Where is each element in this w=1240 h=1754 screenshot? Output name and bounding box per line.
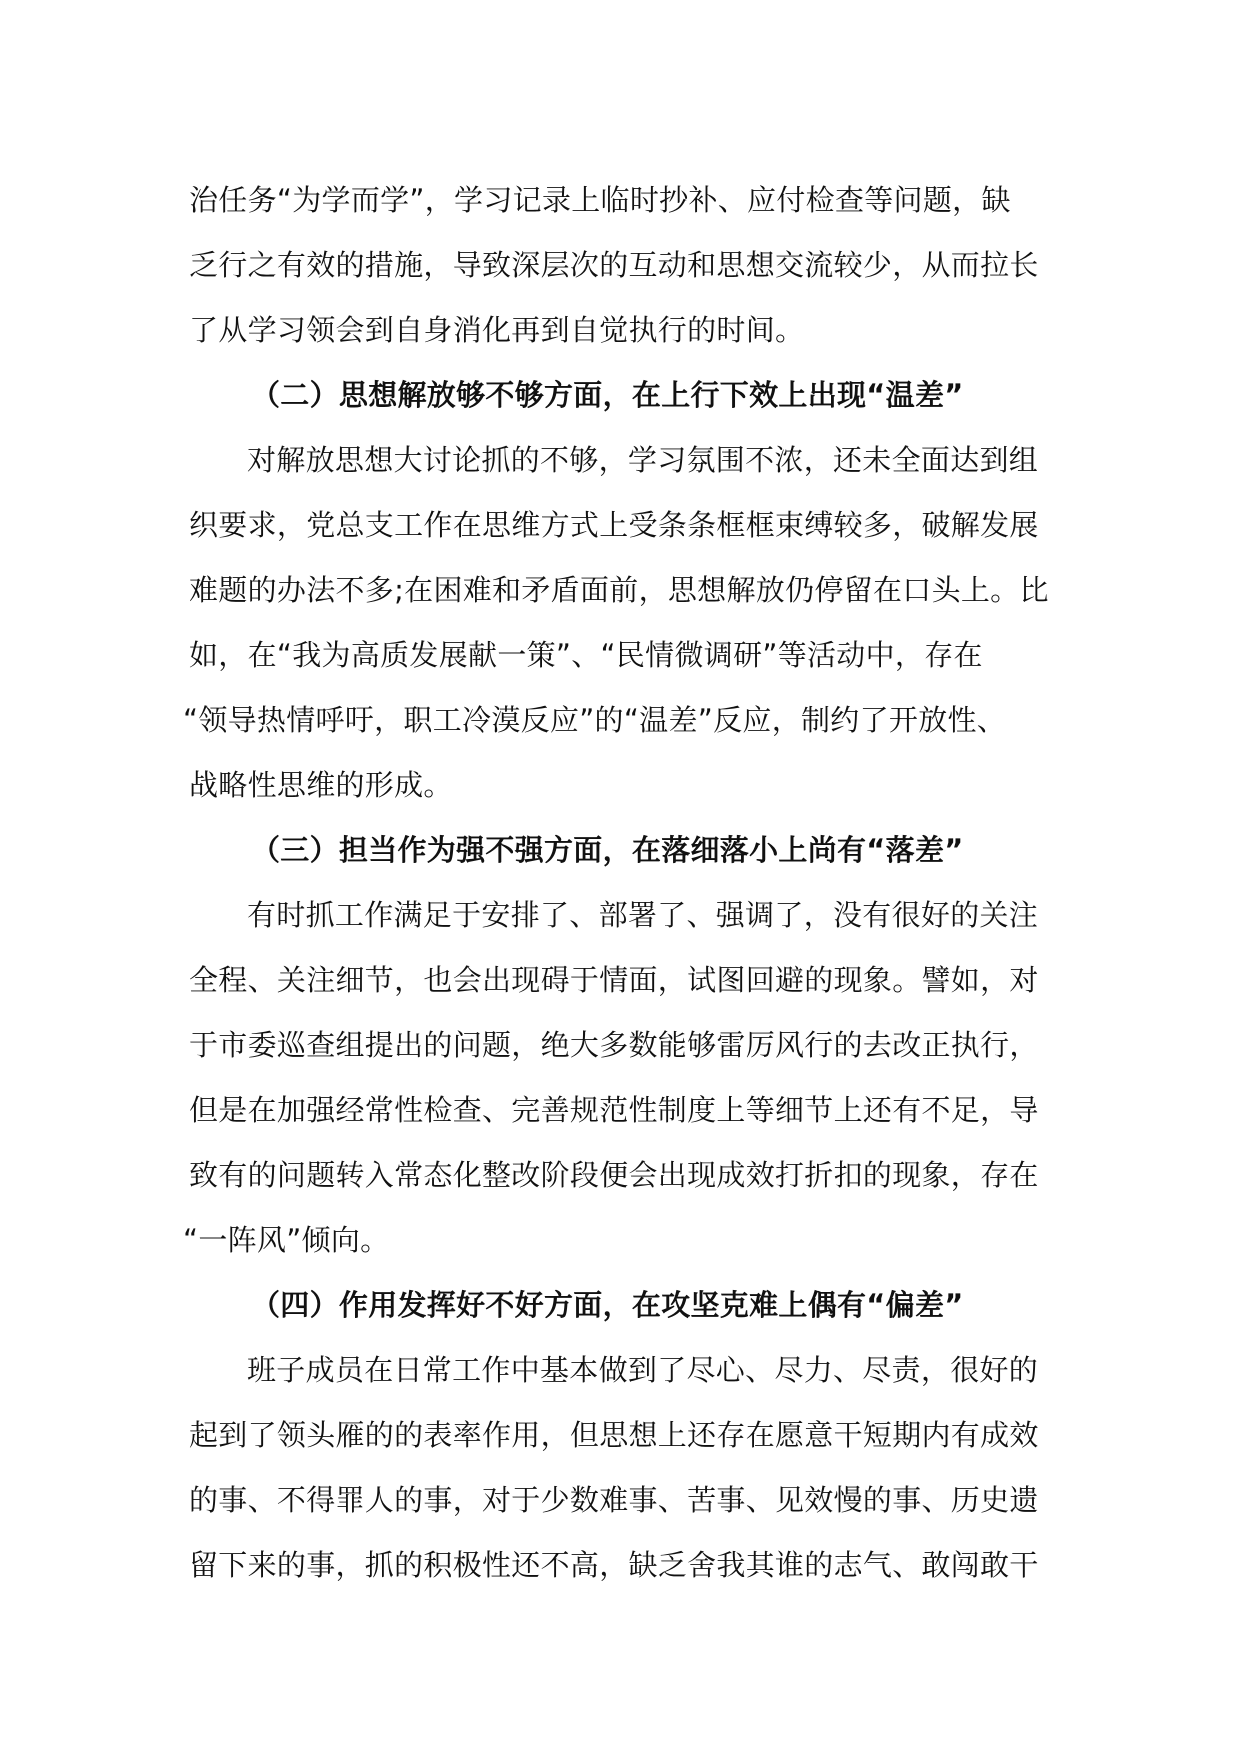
section-heading-4: （四）作用发挥好不好方面，在攻坚克难上偶有“偏差” — [251, 1288, 964, 1322]
section-heading-3: （三）担当作为强不强方面，在落细落小上尚有“落差” — [251, 833, 964, 867]
section-heading-2: （二）思想解放够不够方面，在上行下效上出现“温差” — [251, 378, 964, 412]
paragraph-2-line-3: 难题的办法不多;在困难和矛盾面前，思想解放仍停留在口头上。比 — [189, 573, 1049, 607]
paragraph-1-line-1: 治任务“为学而学”，学习记录上临时抄补、应付检查等问题，缺 — [189, 183, 1011, 217]
paragraph-2-line-1: 对解放思想大讨论抓的不够，学习氛围不浓，还未全面达到组 — [247, 443, 1039, 477]
paragraph-3-line-4: 但是在加强经常性检查、完善规范性制度上等细节上还有不足，导 — [189, 1093, 1039, 1127]
paragraph-1-line-3: 了从学习领会到自身消化再到自觉执行的时间。 — [189, 313, 805, 347]
paragraph-4-line-3: 的事、不得罪人的事，对于少数难事、苦事、见效慢的事、历史遗 — [189, 1483, 1039, 1517]
paragraph-3-line-6: “一阵风”倾向。 — [183, 1223, 390, 1257]
paragraph-3-line-5: 致有的问题转入常态化整改阶段便会出现成效打折扣的现象，存在 — [189, 1158, 1039, 1192]
paragraph-2-line-6: 战略性思维的形成。 — [189, 768, 453, 802]
paragraph-4-line-4: 留下来的事，抓的积极性还不高，缺乏舍我其谁的志气、敢闯敢干 — [189, 1548, 1039, 1582]
document-body — [183, 168, 1069, 1598]
paragraph-3-line-3: 于市委巡查组提出的问题，绝大多数能够雷厉风行的去改正执行， — [189, 1028, 1039, 1062]
paragraph-3-line-2: 全程、关注细节，也会出现碍于情面，试图回避的现象。譬如，对 — [189, 963, 1039, 997]
paragraph-3-line-1: 有时抓工作满足于安排了、部署了、强调了，没有很好的关注 — [247, 898, 1039, 932]
paragraph-4-line-2: 起到了领头雁的的表率作用，但思想上还存在愿意干短期内有成效 — [189, 1418, 1039, 1452]
paragraph-1-line-2: 乏行之有效的措施，导致深层次的互动和思想交流较少，从而拉长 — [189, 248, 1039, 282]
paragraph-4-line-1: 班子成员在日常工作中基本做到了尽心、尽力、尽责，很好的 — [247, 1353, 1039, 1387]
paragraph-2-line-2: 织要求，党总支工作在思维方式上受条条框框束缚较多，破解发展 — [189, 508, 1039, 542]
paragraph-2-line-4: 如，在“我为高质发展献一策”、“民情微调研”等活动中，存在 — [189, 638, 983, 672]
paragraph-2-line-5: “领导热情呼吁，职工冷漠反应”的“温差”反应，制约了开放性、 — [183, 703, 1007, 737]
